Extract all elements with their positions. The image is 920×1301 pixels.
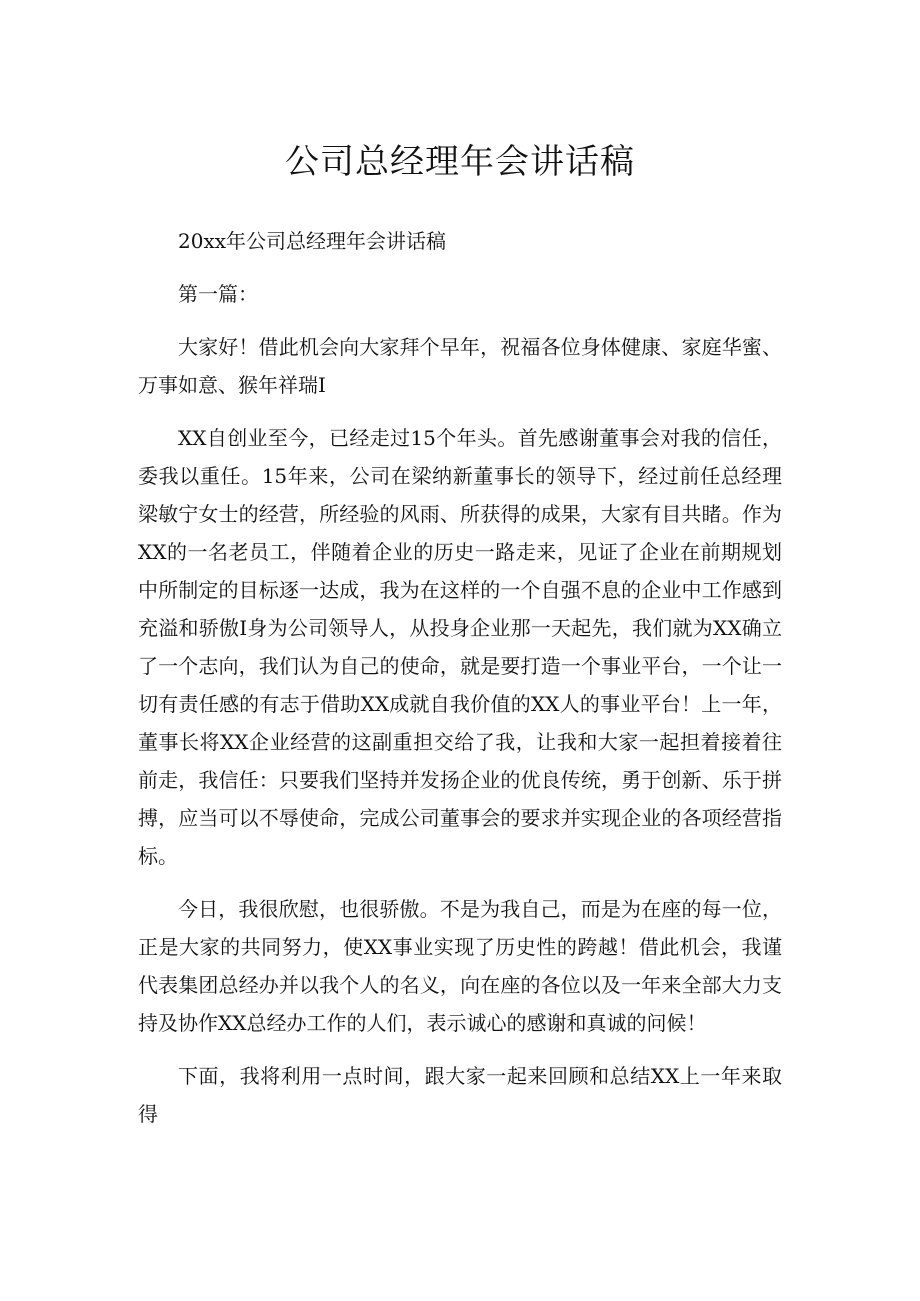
paragraph-greeting: 大家好！借此机会向大家拜个早年，祝福各位身体健康、家庭华蜜、万事如意、猴年祥瑞I bbox=[138, 335, 782, 397]
document-subtitle: 20xx年公司总经理年会讲话稿 bbox=[178, 229, 447, 253]
document-title: 公司总经理年会讲话稿 bbox=[285, 142, 635, 182]
paragraph-review: 下面，我将利用一点时间，跟大家一起来回顾和总结XX上一年来取得 bbox=[138, 1064, 782, 1126]
document-body bbox=[138, 222, 782, 1148]
paragraph-gratitude: 今日，我很欣慰，也很骄傲。不是为我自己，而是为在座的每一位，正是大家的共同努力，使XX事业实现了历史性的跨越！借此机会，我谨代表集团总经办并以我个人的名义，向在座的各位以及一年来全部大力支持及协作XX总经办工作的人们，表示诚心的感谢和真诚的问候！ bbox=[138, 897, 782, 1035]
section-label: 第一篇： bbox=[178, 282, 258, 306]
paragraph-history: XX自创业至今，已经走过15个年头。首先感谢董事会对我的信任，委我以重任。15年来，公司在梁纳新董事长的领导下，经过前任总经理梁敏宁女士的经营，所经验的风雨、所获得的成果，大家有目共睹。作为XX的一名老员工，伴随着企业的历史一路走来，见证了企业在前期规划中所制定的目标逐一达成，我为在这样的一个自强不息的企业中工作感到充溢和骄傲I身为公司领导人，从投身企业那一天起先，我们就为XX确立了一个志向，我们认为自己的使命，就是要打造一个事业平台，一个让一切有责任感的有志于借助XX成就自我价值的XX人的事业平台！上一年，董事长将XX企业经营的这副重担交给了我，让我和大家一起担着接着往前走，我信任：只要我们坚持并发扬企业的优良传统，勇于创新、乐于拼搏，应当可以不辱使命，完成公司董事会的要求并实现企业的各项经营指标。 bbox=[138, 426, 782, 868]
